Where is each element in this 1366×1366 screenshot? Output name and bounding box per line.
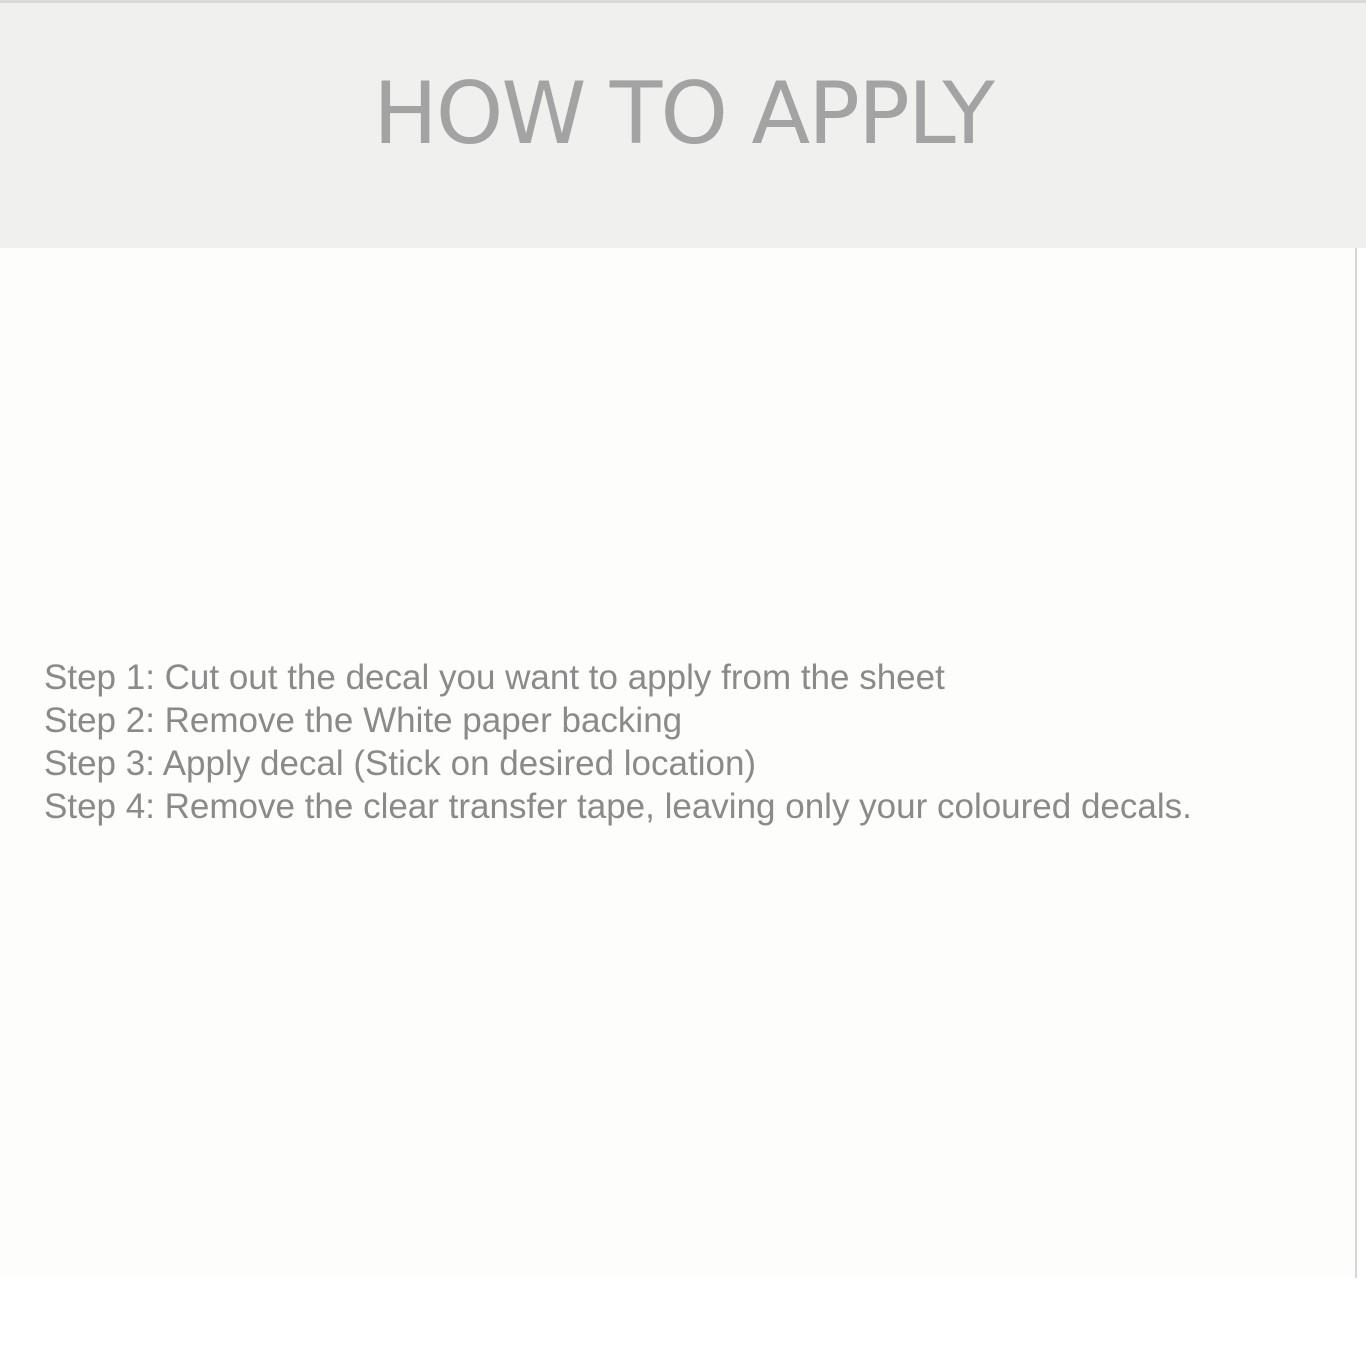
step-1: Step 1: Cut out the decal you want to apply from the sheet: [44, 658, 945, 697]
page-title: HOW TO APPLY: [373, 64, 993, 164]
step-3: Step 3: Apply decal (Stick on desired location): [44, 744, 757, 783]
step-2: Step 2: Remove the White paper backing: [44, 701, 683, 740]
header-banner: [0, 3, 1366, 248]
instructions-panel: [0, 248, 1357, 1278]
steps-list: [44, 656, 1192, 828]
step-4: Step 4: Remove the clear transfer tape, leaving only your coloured decals.: [44, 787, 1192, 826]
